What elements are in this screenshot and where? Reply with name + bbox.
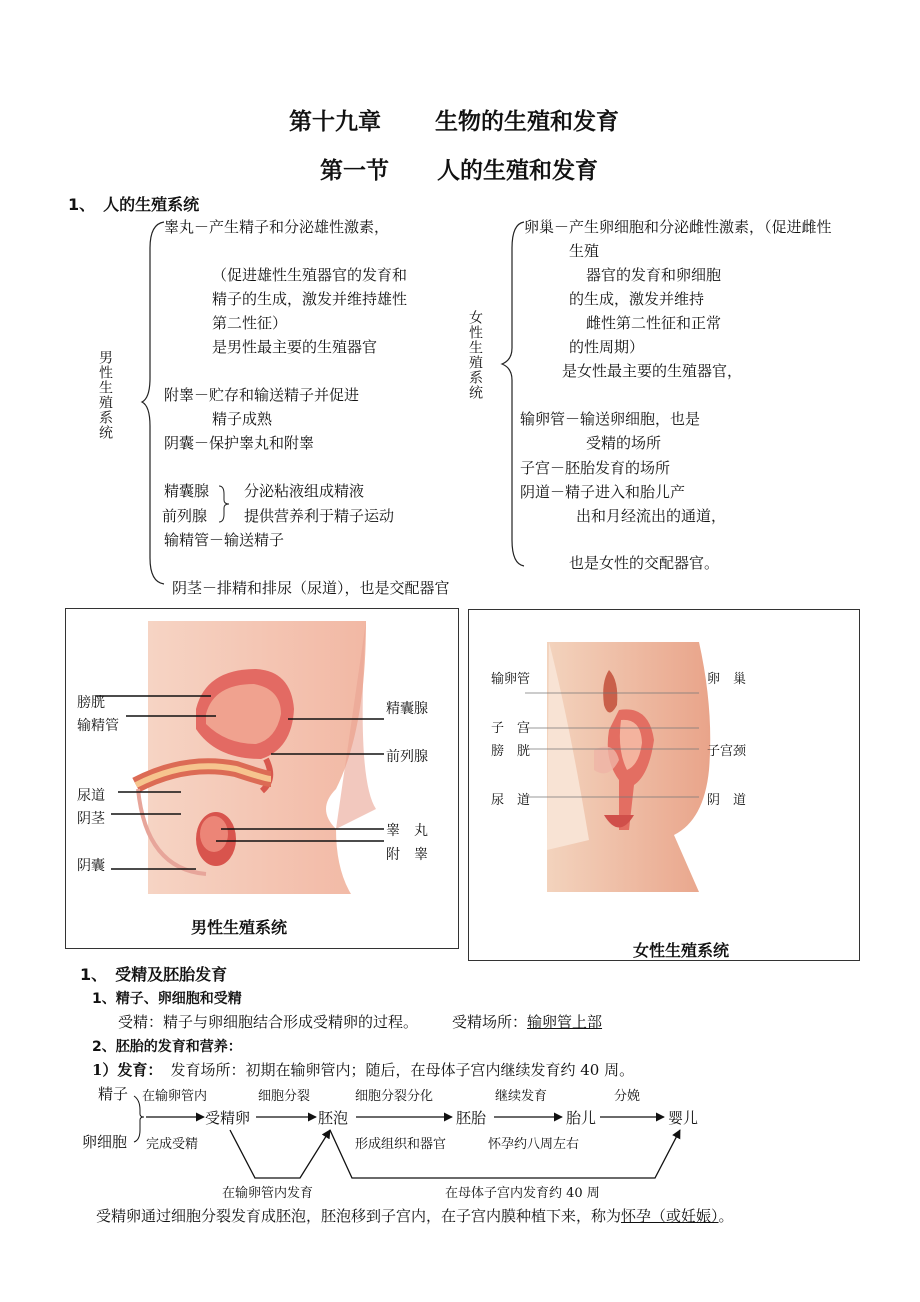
male-line-10b: 提供营养利于精子运动 [244, 507, 395, 525]
label-seminal-vesicle: 精囊腺 [386, 701, 428, 717]
female-line-1: 卵巢－产生卵细胞和分泌雌性激素，（促进雌性 [524, 218, 832, 236]
male-line-4: 第二性征） [212, 314, 288, 332]
flow-zygote: 受精卵 [205, 1109, 251, 1127]
flow-label-a2-top: 细胞分裂 [258, 1089, 311, 1104]
label-ovary: 卵 巢 [707, 672, 747, 687]
female-line-3: 器官的发育和卵细胞 [586, 266, 722, 284]
development-line: 1）发育： 发育场所：初期在输卵管内；随后，在母体子宫内继续发育约 40 周。 [92, 1061, 635, 1079]
male-line-3: 精子的生成，激发并维持雄性 [212, 290, 408, 308]
sub-heading-2: 2、胚胎的发育和营养： [92, 1039, 242, 1055]
male-line-11: 输精管－输送精子 [164, 531, 285, 549]
flow-label-a4-top: 继续发育 [495, 1089, 548, 1104]
female-line-11: 阴道－精子进入和胎儿产 [520, 483, 686, 501]
label-uterus: 子 宫 [491, 721, 531, 736]
label-bladder-f: 膀 胱 [491, 744, 531, 759]
female-line-5: 雌性第二性征和正常 [586, 314, 722, 332]
female-line-8: 输卵管－输送卵细胞，也是 [520, 410, 701, 428]
male-line-5: 是男性最主要的生殖器官 [212, 338, 378, 356]
label-prostate: 前列腺 [386, 749, 428, 765]
flow-curve-2-label: 在母体子宫内发育约 40 周 [445, 1186, 600, 1201]
label-cervix: 子宫颈 [707, 744, 747, 759]
female-line-10: 子宫－胚胎发育的场所 [520, 459, 671, 477]
label-urethra: 尿道 [77, 788, 105, 804]
label-oviduct: 输卵管 [491, 672, 531, 687]
male-figure-caption: 男性生殖系统 [191, 918, 288, 937]
flow-label-a1-bottom: 完成受精 [146, 1137, 199, 1152]
male-line-7: 精子成熟 [212, 410, 273, 428]
female-line-12: 出和月经流出的通道， [576, 507, 727, 525]
chapter-title: 第十九章 生物的生殖和发育 [289, 109, 619, 135]
small-brace [216, 484, 232, 524]
label-testis: 睾 丸 [386, 823, 428, 839]
flow-label-a3-top: 细胞分裂分化 [355, 1089, 434, 1104]
flow-label-a3-bottom: 形成组织和器官 [355, 1137, 447, 1152]
male-line-8: 阴囊－保护睾丸和附睾 [164, 434, 315, 452]
flow-egg: 卵细胞 [82, 1133, 128, 1151]
label-urethra-f: 尿 道 [491, 793, 531, 808]
female-figure-box [468, 609, 860, 961]
male-line-9b: 分泌粘液组成精液 [244, 482, 365, 500]
male-line-9a: 精囊腺 [164, 482, 210, 500]
flow-blastocyst: 胚泡 [318, 1109, 349, 1127]
male-line-10a: 前列腺 [162, 507, 208, 525]
flow-label-a1-top: 在输卵管内 [142, 1089, 208, 1104]
fertilization-definition: 受精：精子与卵细胞结合形成受精卵的过程。 受精场所：输卵管上部 [118, 1013, 603, 1031]
male-anatomy-illustration [66, 609, 458, 948]
female-line-13: 也是女性的交配器官。 [569, 554, 720, 572]
male-line-2: （促进雄性生殖器官的发育和 [212, 266, 408, 284]
female-brace [500, 218, 530, 570]
label-scrotum: 阴囊 [77, 858, 105, 874]
female-figure-caption: 女性生殖系统 [633, 941, 730, 960]
flow-embryo: 胚胎 [456, 1109, 487, 1127]
female-line-6: 的性周期） [569, 338, 645, 356]
flow-label-a4-bottom: 怀孕约八周左右 [488, 1137, 580, 1152]
label-penis: 阴茎 [77, 811, 105, 827]
flow-sperm: 精子 [98, 1085, 129, 1103]
flow-fetus: 胎儿 [566, 1109, 597, 1127]
male-line-1: 睾丸－产生精子和分泌雄性激素， [164, 218, 390, 236]
flow-baby: 婴儿 [668, 1109, 699, 1127]
sub-heading-1: 1、精子、卵细胞和受精 [92, 991, 242, 1007]
section-title: 第一节 人的生殖和发育 [320, 158, 598, 184]
label-vagina: 阴 道 [707, 793, 747, 808]
final-sentence: 受精卵通过细胞分裂发育成胚泡，胚泡移到子宫内，在子宫内膜种植下来，称为怀孕（或妊娠）。 [96, 1207, 734, 1225]
male-line-6: 附睾－贮存和输送精子并促进 [164, 386, 360, 404]
female-line-2: 生殖 [569, 242, 600, 260]
heading-reproductive-system: 1、 人的生殖系统 [68, 195, 200, 214]
label-bladder: 膀胱 [77, 695, 105, 711]
female-line-4: 的生成，激发并维持 [569, 290, 705, 308]
male-line-12: 阴茎－排精和排尿（尿道），也是交配器官 [172, 579, 450, 597]
heading-fertilization: 1、 受精及胚胎发育 [80, 965, 228, 984]
female-line-9: 受精的场所 [586, 434, 662, 452]
female-anatomy-illustration [469, 610, 859, 960]
female-system-label: 女性生殖系统 [467, 310, 483, 400]
male-figure-box [65, 608, 459, 949]
label-vas-deferens: 输精管 [77, 718, 119, 734]
male-system-label: 男性生殖系统 [97, 350, 113, 440]
flow-label-a5-top: 分娩 [614, 1089, 641, 1104]
label-epididymis: 附 睾 [386, 847, 428, 863]
flow-curve-1-label: 在输卵管内发育 [222, 1186, 314, 1201]
female-line-7: 是女性最主要的生殖器官， [562, 362, 743, 380]
